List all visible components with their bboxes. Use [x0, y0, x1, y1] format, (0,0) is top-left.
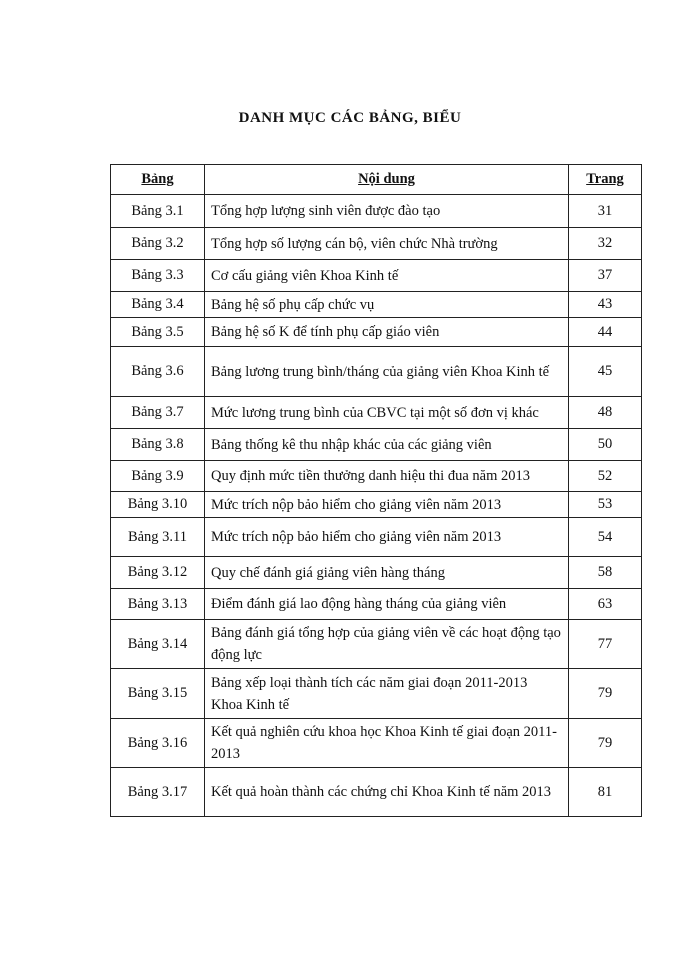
row-page: 31: [569, 195, 642, 228]
row-label: Bảng 3.9: [111, 461, 205, 492]
row-page: 44: [569, 318, 642, 347]
row-content: Quy định mức tiền thưởng danh hiệu thi đua năm 2013: [205, 461, 569, 492]
table-row: [111, 347, 642, 397]
row-label: Bảng 3.13: [111, 589, 205, 620]
row-page: 79: [569, 669, 642, 719]
row-page: 58: [569, 557, 642, 589]
row-page: 37: [569, 260, 642, 292]
table-row: [111, 195, 642, 228]
header-table: Bảng: [111, 165, 205, 195]
row-label: Bảng 3.10: [111, 492, 205, 518]
row-content: Mức trích nộp bảo hiểm cho giảng viên năm 2013: [205, 492, 569, 518]
row-content: Tổng hợp số lượng cán bộ, viên chức Nhà trường: [205, 228, 569, 260]
row-page: 48: [569, 397, 642, 429]
table-row: [111, 557, 642, 589]
row-content: Bảng hệ số phụ cấp chức vụ: [205, 292, 569, 318]
table-row: [111, 669, 642, 719]
table-row: [111, 228, 642, 260]
row-content: Cơ cấu giảng viên Khoa Kinh tế: [205, 260, 569, 292]
row-label: Bảng 3.12: [111, 557, 205, 589]
table-row: [111, 620, 642, 669]
table-row: [111, 768, 642, 817]
table-row: [111, 492, 642, 518]
row-content: Kết quả nghiên cứu khoa học Khoa Kinh tế giai đoạn 2011-2013: [205, 719, 569, 768]
table-row: [111, 589, 642, 620]
row-page: 53: [569, 492, 642, 518]
row-content: Bảng xếp loại thành tích các năm giai đoạn 2011-2013 Khoa Kinh tế: [205, 669, 569, 719]
row-label: Bảng 3.16: [111, 719, 205, 768]
row-page: 50: [569, 429, 642, 461]
row-page: 63: [569, 589, 642, 620]
row-page: 32: [569, 228, 642, 260]
row-page: 45: [569, 347, 642, 397]
row-content: Bảng hệ số K để tính phụ cấp giáo viên: [205, 318, 569, 347]
row-label: Bảng 3.11: [111, 518, 205, 557]
table-row: [111, 397, 642, 429]
table-row: [111, 719, 642, 768]
page-title: DANH MỤC CÁC BẢNG, BIỂU: [238, 110, 462, 126]
row-page: 52: [569, 461, 642, 492]
row-content: Kết quả hoàn thành các chứng chỉ Khoa Kinh tế năm 2013: [205, 768, 569, 817]
table-row: [111, 461, 642, 492]
row-label: Bảng 3.6: [111, 347, 205, 397]
row-label: Bảng 3.15: [111, 669, 205, 719]
row-content: Tổng hợp lượng sinh viên được đào tạo: [205, 195, 569, 228]
row-label: Bảng 3.1: [111, 195, 205, 228]
table-row: [111, 292, 642, 318]
row-label: Bảng 3.17: [111, 768, 205, 817]
row-content: Mức lương trung bình của CBVC tại một số đơn vị khác: [205, 397, 569, 429]
table-row: [111, 318, 642, 347]
row-content: Bảng lương trung bình/tháng của giảng viên Khoa Kinh tế: [205, 347, 569, 397]
header-page: Trang: [569, 165, 642, 195]
row-label: Bảng 3.3: [111, 260, 205, 292]
table-row: [111, 518, 642, 557]
row-label: Bảng 3.7: [111, 397, 205, 429]
table-row: [111, 429, 642, 461]
row-page: 77: [569, 620, 642, 669]
row-page: 79: [569, 719, 642, 768]
list-of-tables: [110, 164, 642, 817]
row-label: Bảng 3.4: [111, 292, 205, 318]
row-content: Mức trích nộp bảo hiểm cho giảng viên năm 2013: [205, 518, 569, 557]
row-page: 43: [569, 292, 642, 318]
table-header-row: [111, 165, 642, 195]
row-page: 54: [569, 518, 642, 557]
row-content: Bảng đánh giá tổng hợp của giảng viên về các hoạt động tạo động lực: [205, 620, 569, 669]
row-label: Bảng 3.2: [111, 228, 205, 260]
table-row: [111, 260, 642, 292]
row-label: Bảng 3.14: [111, 620, 205, 669]
row-page: 81: [569, 768, 642, 817]
row-content: Điểm đánh giá lao động hàng tháng của giảng viên: [205, 589, 569, 620]
row-label: Bảng 3.8: [111, 429, 205, 461]
row-content: Bảng thống kê thu nhập khác của các giảng viên: [205, 429, 569, 461]
row-content: Quy chế đánh giá giảng viên hàng tháng: [205, 557, 569, 589]
row-label: Bảng 3.5: [111, 318, 205, 347]
header-content: Nội dung: [205, 165, 569, 195]
